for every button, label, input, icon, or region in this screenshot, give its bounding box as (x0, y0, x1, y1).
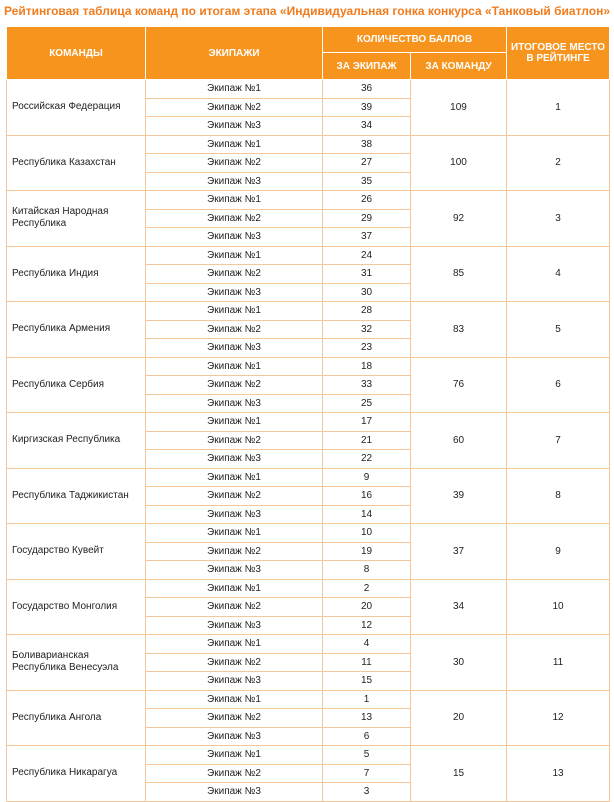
team-total: 20 (411, 690, 507, 746)
crew-label: Экипаж №2 (146, 320, 323, 339)
team-place: 1 (507, 80, 610, 136)
team-total: 83 (411, 302, 507, 358)
crew-label: Экипаж №2 (146, 154, 323, 173)
team-place: 2 (507, 135, 610, 191)
table-row (7, 690, 610, 709)
team-name: Республика Таджикистан (7, 468, 146, 524)
crew-label: Экипаж №2 (146, 598, 323, 617)
team-name: Республика Казахстан (7, 135, 146, 191)
crew-points: 11 (323, 653, 411, 672)
page-title: Рейтинговая таблица команд по итогам этапа «Индивидуальная гонка конкурса «Танковый биатлон» (3, 4, 611, 18)
team-place: 8 (507, 468, 610, 524)
crew-label: Экипаж №2 (146, 209, 323, 228)
crew-label: Экипаж №1 (146, 579, 323, 598)
team-total: 85 (411, 246, 507, 302)
crew-points: 13 (323, 709, 411, 728)
crew-points: 21 (323, 431, 411, 450)
team-total: 76 (411, 357, 507, 413)
team-place: 10 (507, 579, 610, 635)
table-body (7, 80, 610, 802)
team-place: 11 (507, 635, 610, 691)
header-teams: КОМАНДЫ (7, 27, 146, 80)
table-row (7, 135, 610, 154)
crew-label: Экипаж №2 (146, 487, 323, 506)
crew-label: Экипаж №3 (146, 783, 323, 802)
team-name: Республика Никарагуа (7, 746, 146, 802)
crew-points: 6 (323, 727, 411, 746)
crew-points: 36 (323, 80, 411, 99)
team-total: 92 (411, 191, 507, 247)
crew-points: 19 (323, 542, 411, 561)
team-name: Китайская Народная Республика (7, 191, 146, 247)
crew-points: 33 (323, 376, 411, 395)
team-place: 6 (507, 357, 610, 413)
table-row (7, 746, 610, 765)
crew-label: Экипаж №3 (146, 672, 323, 691)
team-place: 12 (507, 690, 610, 746)
team-name: Республика Армения (7, 302, 146, 358)
team-name: Республика Ангола (7, 690, 146, 746)
table-row (7, 413, 610, 432)
crew-points: 9 (323, 468, 411, 487)
crew-label: Экипаж №2 (146, 431, 323, 450)
crew-label: Экипаж №2 (146, 764, 323, 783)
crew-points: 24 (323, 246, 411, 265)
crew-label: Экипаж №1 (146, 413, 323, 432)
team-total: 37 (411, 524, 507, 580)
team-total: 34 (411, 579, 507, 635)
crew-points: 16 (323, 487, 411, 506)
crew-label: Экипаж №2 (146, 653, 323, 672)
crew-points: 32 (323, 320, 411, 339)
team-total: 109 (411, 80, 507, 136)
team-place: 5 (507, 302, 610, 358)
header-points: КОЛИЧЕСТВО БАЛЛОВ (323, 27, 507, 53)
crew-points: 28 (323, 302, 411, 321)
crew-points: 7 (323, 764, 411, 783)
team-name: Боливарианская Республика Венесуэла (7, 635, 146, 691)
crew-points: 30 (323, 283, 411, 302)
crew-points: 10 (323, 524, 411, 543)
crew-points: 29 (323, 209, 411, 228)
team-name: Киргизская Республика (7, 413, 146, 469)
table-row (7, 191, 610, 210)
team-total: 30 (411, 635, 507, 691)
crew-points: 31 (323, 265, 411, 284)
table-row (7, 524, 610, 543)
crew-points: 17 (323, 413, 411, 432)
team-name: Государство Кувейт (7, 524, 146, 580)
team-place: 4 (507, 246, 610, 302)
crew-label: Экипаж №1 (146, 135, 323, 154)
crew-label: Экипаж №1 (146, 524, 323, 543)
crew-label: Экипаж №3 (146, 228, 323, 247)
crew-points: 15 (323, 672, 411, 691)
crew-label: Экипаж №1 (146, 246, 323, 265)
crew-label: Экипаж №2 (146, 709, 323, 728)
crew-label: Экипаж №1 (146, 635, 323, 654)
crew-label: Экипаж №1 (146, 746, 323, 765)
team-place: 13 (507, 746, 610, 802)
team-name: Государство Монголия (7, 579, 146, 635)
crew-points: 25 (323, 394, 411, 413)
table-row (7, 302, 610, 321)
header-per-crew: ЗА ЭКИПАЖ (323, 53, 411, 80)
crew-label: Экипаж №1 (146, 80, 323, 99)
header-place: ИТОГОВОЕ МЕСТО В РЕЙТИНГЕ (507, 27, 610, 80)
crew-label: Экипаж №3 (146, 505, 323, 524)
crew-points: 1 (323, 690, 411, 709)
team-name: Российская Федерация (7, 80, 146, 136)
crew-points: 20 (323, 598, 411, 617)
crew-points: 23 (323, 339, 411, 358)
crew-label: Экипаж №3 (146, 727, 323, 746)
table-row (7, 468, 610, 487)
crew-points: 4 (323, 635, 411, 654)
crew-label: Экипаж №1 (146, 357, 323, 376)
crew-points: 37 (323, 228, 411, 247)
crew-points: 2 (323, 579, 411, 598)
team-total: 60 (411, 413, 507, 469)
table-row (7, 357, 610, 376)
team-name: Республика Индия (7, 246, 146, 302)
header-per-team: ЗА КОМАНДУ (411, 53, 507, 80)
crew-label: Экипаж №1 (146, 690, 323, 709)
crew-points: 27 (323, 154, 411, 173)
crew-points: 8 (323, 561, 411, 580)
crew-points: 38 (323, 135, 411, 154)
crew-points: 14 (323, 505, 411, 524)
team-place: 3 (507, 191, 610, 247)
team-place: 9 (507, 524, 610, 580)
crew-label: Экипаж №3 (146, 117, 323, 136)
team-total: 39 (411, 468, 507, 524)
team-total: 15 (411, 746, 507, 802)
crew-points: 3 (323, 783, 411, 802)
header-crews: ЭКИПАЖИ (146, 27, 323, 80)
crew-points: 34 (323, 117, 411, 136)
crew-points: 26 (323, 191, 411, 210)
crew-label: Экипаж №3 (146, 172, 323, 191)
table-row (7, 635, 610, 654)
table-row (7, 80, 610, 99)
crew-points: 39 (323, 98, 411, 117)
team-place: 7 (507, 413, 610, 469)
crew-points: 5 (323, 746, 411, 765)
crew-label: Экипаж №3 (146, 339, 323, 358)
crew-label: Экипаж №2 (146, 542, 323, 561)
crew-label: Экипаж №2 (146, 265, 323, 284)
crew-label: Экипаж №1 (146, 302, 323, 321)
crew-points: 18 (323, 357, 411, 376)
team-name: Республика Сербия (7, 357, 146, 413)
crew-label: Экипаж №3 (146, 561, 323, 580)
team-total: 100 (411, 135, 507, 191)
crew-points: 22 (323, 450, 411, 469)
crew-points: 12 (323, 616, 411, 635)
crew-label: Экипаж №3 (146, 450, 323, 469)
crew-label: Экипаж №1 (146, 191, 323, 210)
crew-points: 35 (323, 172, 411, 191)
crew-label: Экипаж №3 (146, 394, 323, 413)
table-row (7, 579, 610, 598)
crew-label: Экипаж №3 (146, 283, 323, 302)
crew-label: Экипаж №2 (146, 376, 323, 395)
crew-label: Экипаж №2 (146, 98, 323, 117)
crew-label: Экипаж №3 (146, 616, 323, 635)
table-row (7, 246, 610, 265)
crew-label: Экипаж №1 (146, 468, 323, 487)
rating-table (6, 26, 610, 802)
